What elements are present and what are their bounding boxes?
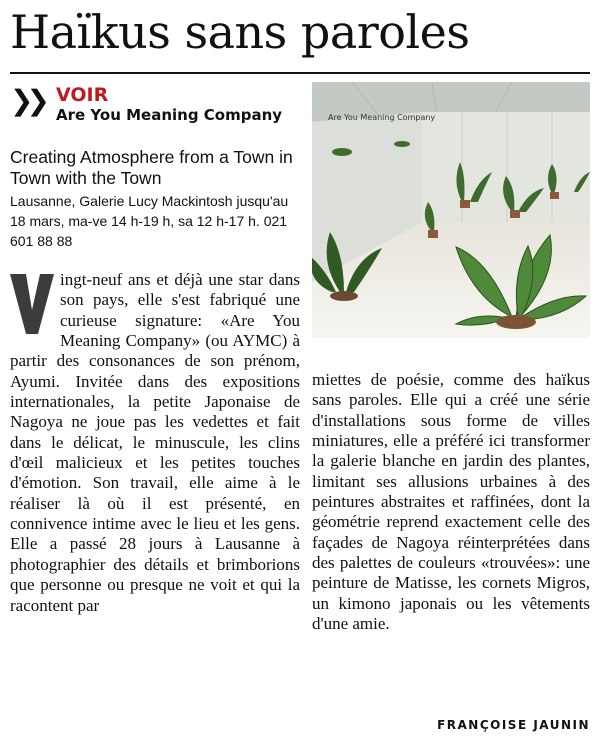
article-column-1: [10, 270, 300, 616]
section-label: VOIR: [56, 84, 109, 106]
artist-name: Are You Meaning Company: [56, 106, 283, 124]
article-text-col1: ingt-neuf ans et déjà une star dans son pays, elle s'est fabriqué une curieuse signature: «Are You Meaning Company» (ou AYMC) à partir des consonances de son prénom, Ayumi. Invitée dans des expositions internationales, la petite Japonaise de Nagoya ne joue pas les vedettes et fait dans le délicat, le minuscule, les clins d'œil malicieux et les petites touches d'émotion. Son travail, elle aime à le réaliser là où il est présenté, en connivence intime avec le lieu et les gens. Elle a passé 28 jours à Lausanne à photographier des détails et brimborions que personne ou presque ne voit et qui la racontent par: [10, 270, 300, 615]
article-text-col2: miettes de poésie, comme des haïkus sans paroles. Elle qui a créé une série d'installations sous forme de villes miniatures, elle a préféré ici transformer la galerie blanche en jardin des plantes, limitant ses allusions urbaines à des peintures abstraites et raffinées, dont la géométrie reprend exactement celle des façades de Nagoya réinterprétées dans des palettes de couleurs «trouvées»: une peinture de Matisse, les cornets Migros, un kimono japonais ou les vêtements d'une amie.: [312, 370, 590, 634]
headline-rule: [10, 72, 590, 74]
byline: FRANÇOISE JAUNIN: [437, 718, 590, 732]
venue-info: Lausanne, Galerie Lucy Mackintosh jusqu'au 18 mars, ma-ve 14 h-19 h, sa 12 h-17 h. 021 601 88 88: [10, 193, 289, 249]
article-column-2: [312, 370, 590, 634]
headline: Haïkus sans paroles: [10, 5, 470, 59]
exhibition-photo: [312, 82, 590, 338]
double-chevron-icon: ❯❯: [10, 84, 43, 117]
dropcap-v: [10, 274, 54, 334]
show-title: Creating Atmosphere from a Town in Town with the Town: [10, 147, 293, 188]
wall-sign: Are You Meaning Company: [328, 113, 436, 122]
